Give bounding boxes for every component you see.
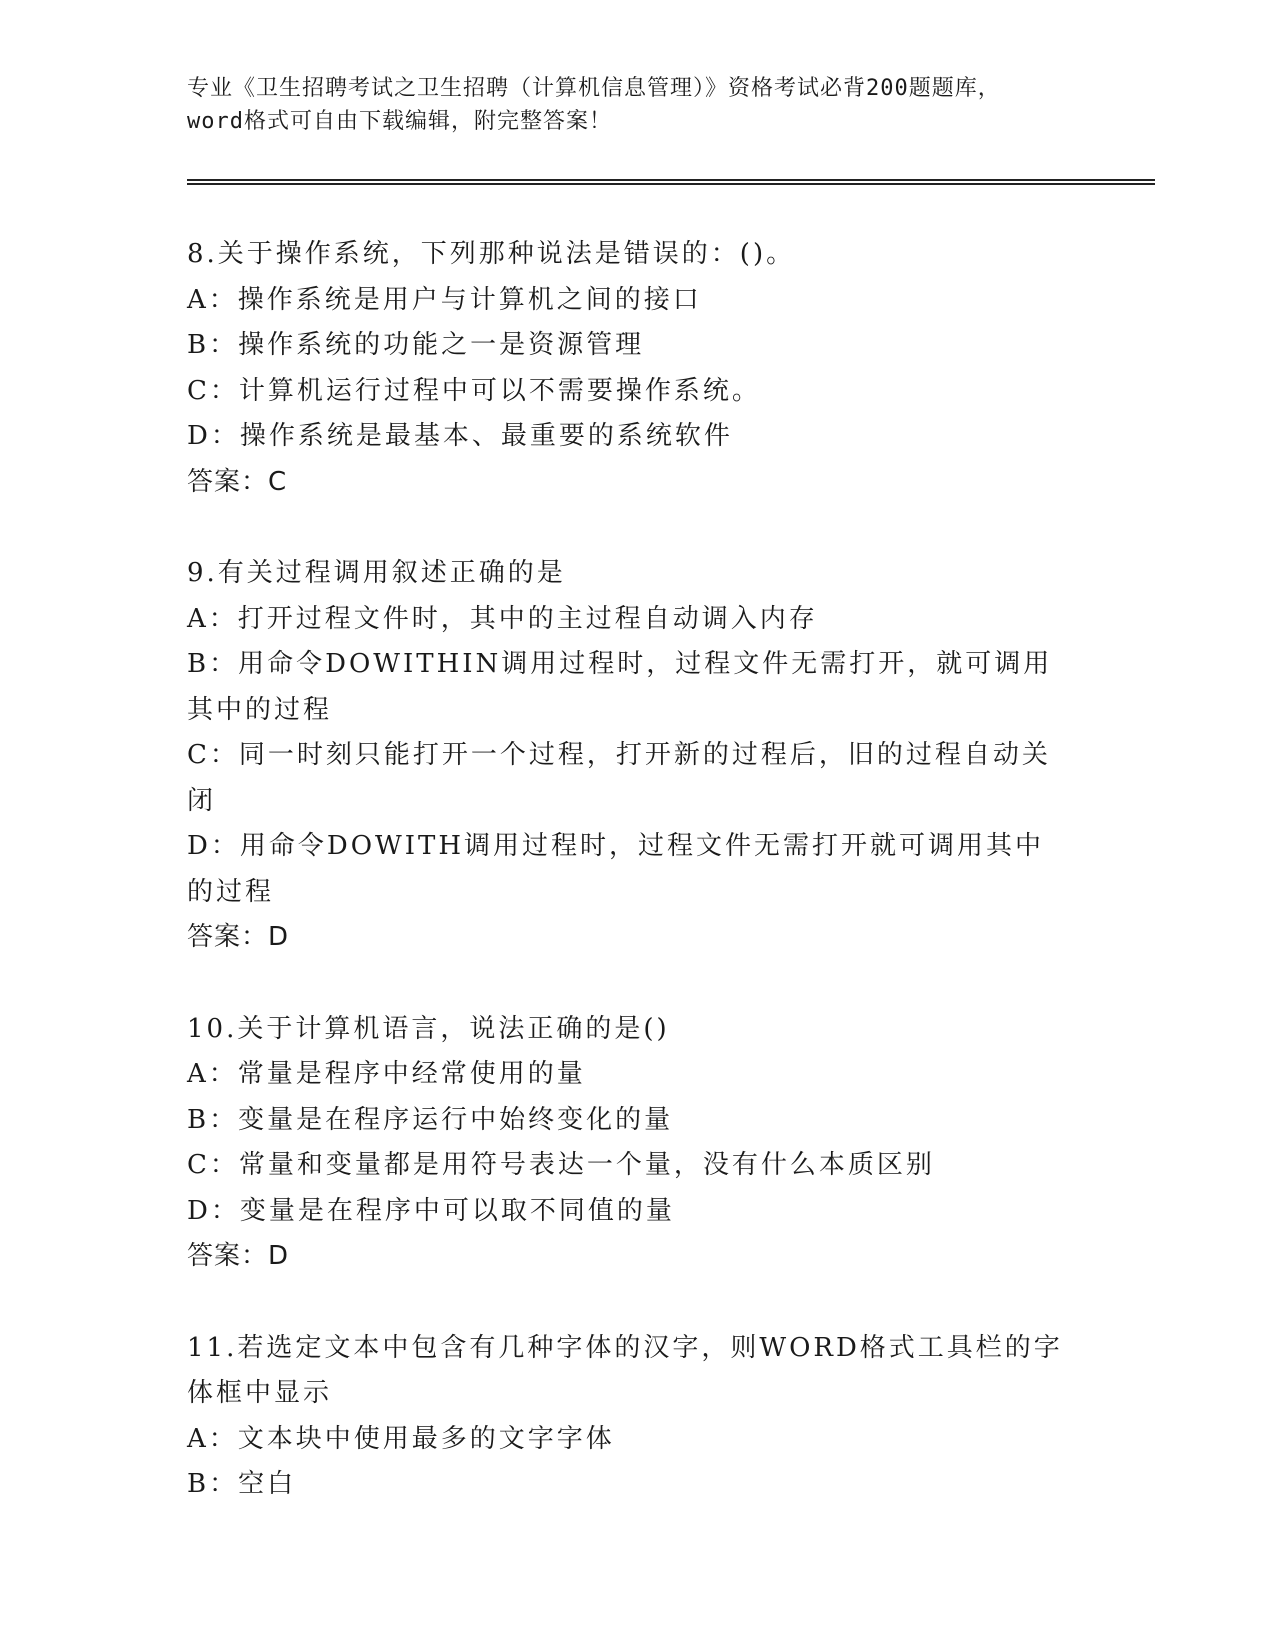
option-d: D：变量是在程序中可以取不同值的量 bbox=[187, 1195, 675, 1226]
answer: 答案：C bbox=[187, 466, 288, 497]
option-d: D：用命令DOWITH调用过程时，过程文件无需打开就可调用其中的过程 bbox=[187, 831, 1045, 907]
option-a: A：操作系统是用户与计算机之间的接口 bbox=[187, 284, 702, 315]
question-8 bbox=[187, 232, 1067, 505]
question-9 bbox=[187, 551, 1067, 961]
question-stem: 11.若选定文本中包含有几种字体的汉字，则WORD格式工具栏的字体框中显示 bbox=[187, 1332, 1063, 1408]
option-c: C：同一时刻只能打开一个过程，打开新的过程后，旧的过程自动关闭 bbox=[187, 740, 1051, 816]
question-10 bbox=[187, 1007, 1067, 1280]
answer: 答案：D bbox=[187, 922, 290, 952]
question-list bbox=[187, 232, 1067, 1554]
option-b: B：空白 bbox=[187, 1469, 297, 1499]
option-c: C：常量和变量都是用符号表达一个量，没有什么本质区别 bbox=[187, 1150, 935, 1180]
option-b: B：操作系统的功能之一是资源管理 bbox=[187, 330, 645, 360]
header-double-rule bbox=[187, 179, 1155, 185]
option-a: A：文本块中使用最多的文字字体 bbox=[187, 1423, 615, 1454]
question-stem: 9.有关过程调用叙述正确的是 bbox=[187, 558, 566, 588]
question-stem: 8.关于操作系统，下列那种说法是错误的：()。 bbox=[187, 239, 796, 269]
option-a: A：常量是程序中经常使用的量 bbox=[187, 1059, 586, 1089]
question-stem: 10.关于计算机语言，说法正确的是() bbox=[187, 1013, 670, 1044]
option-b: B：用命令DOWITHIN调用过程时，过程文件无需打开，就可调用其中的过程 bbox=[187, 649, 1053, 725]
option-b: B：变量是在程序运行中始终变化的量 bbox=[187, 1104, 674, 1135]
header-line-2: word格式可自由下载编辑，附完整答案！ bbox=[187, 109, 612, 134]
header-line-1: 专业《卫生招聘考试之卫生招聘（计算机信息管理）》资格考试必背200题题库， bbox=[187, 76, 1001, 101]
question-11 bbox=[187, 1326, 1067, 1508]
option-a: A：打开过程文件时，其中的主过程自动调入内存 bbox=[187, 603, 818, 634]
document-header bbox=[187, 72, 1087, 138]
answer: 答案：D bbox=[187, 1241, 290, 1271]
option-c: C：计算机运行过程中可以不需要操作系统。 bbox=[187, 375, 761, 406]
option-d: D：操作系统是最基本、最重要的系统软件 bbox=[187, 421, 733, 451]
